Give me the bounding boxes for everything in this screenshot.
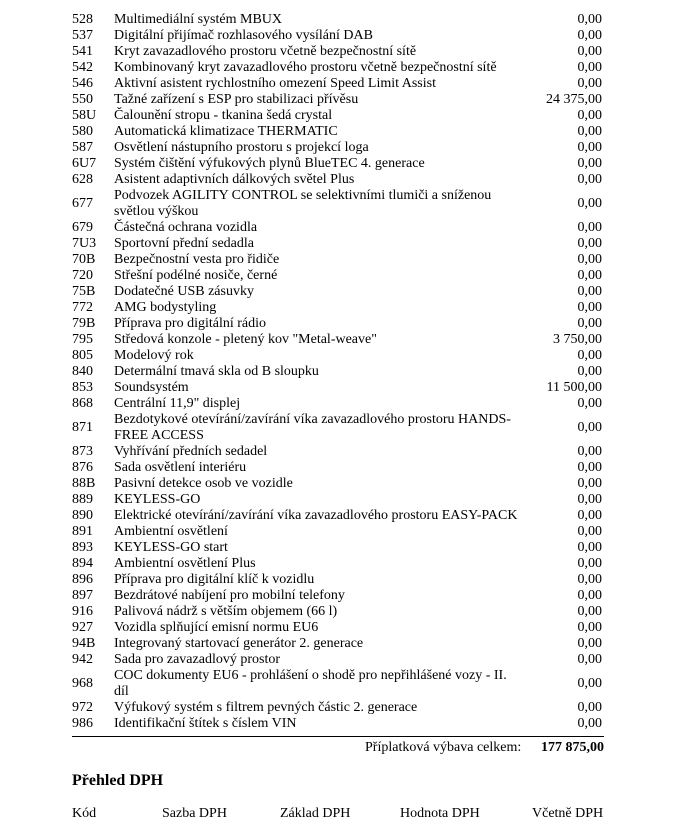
item-price: 0,00 xyxy=(577,716,602,731)
item-price: 0,00 xyxy=(577,396,602,411)
equipment-row xyxy=(72,92,604,108)
equipment-row xyxy=(72,444,604,460)
dph-header-vat: Hodnota DPH xyxy=(400,806,480,821)
item-code: 772 xyxy=(72,300,93,315)
item-code: 805 xyxy=(72,348,93,363)
item-code: 580 xyxy=(72,124,93,139)
item-code: 628 xyxy=(72,172,93,187)
item-code: 896 xyxy=(72,572,93,587)
item-code: 541 xyxy=(72,44,93,59)
item-code: 897 xyxy=(72,588,93,603)
item-price: 0,00 xyxy=(577,284,602,299)
item-description: Ambientní osvětlení xyxy=(114,524,228,539)
equipment-row xyxy=(72,156,604,172)
equipment-row xyxy=(72,492,604,508)
item-code: 546 xyxy=(72,76,93,91)
dph-section-title: Přehled DPH xyxy=(72,772,164,789)
item-code: 853 xyxy=(72,380,93,395)
item-price: 0,00 xyxy=(577,316,602,331)
equipment-row xyxy=(72,252,604,268)
item-price: 0,00 xyxy=(577,492,602,507)
item-code: 942 xyxy=(72,652,93,667)
item-description: Automatická klimatizace THERMATIC xyxy=(114,124,338,139)
item-description: Vyhřívání předních sedadel xyxy=(114,444,268,459)
item-code: 891 xyxy=(72,524,93,539)
item-price: 0,00 xyxy=(577,524,602,539)
item-price: 0,00 xyxy=(577,300,602,315)
item-price: 0,00 xyxy=(577,108,602,123)
item-description: Systém čištění výfukových plynů BlueTEC 4. generace xyxy=(114,156,425,171)
item-price: 0,00 xyxy=(577,476,602,491)
item-code: 88B xyxy=(72,476,96,491)
item-code: 916 xyxy=(72,604,93,619)
equipment-row xyxy=(72,300,604,316)
item-price: 0,00 xyxy=(577,604,602,619)
item-price: 0,00 xyxy=(577,156,602,171)
item-price: 0,00 xyxy=(577,620,602,635)
item-description: Středová konzole - pletený kov "Metal-weave" xyxy=(114,332,377,347)
item-price: 0,00 xyxy=(577,540,602,555)
item-price: 0,00 xyxy=(577,508,602,523)
item-description: Kombinovaný kryt zavazadlového prostoru včetně bezpečnostní sítě xyxy=(114,60,497,75)
item-price: 0,00 xyxy=(577,444,602,459)
item-code: 75B xyxy=(72,284,96,299)
item-price: 0,00 xyxy=(577,556,602,571)
equipment-row xyxy=(72,636,604,652)
item-code: 972 xyxy=(72,700,93,715)
equipment-row xyxy=(72,588,604,604)
item-description: Asistent adaptivních dálkových světel Plus xyxy=(114,172,355,187)
item-price: 0,00 xyxy=(577,44,602,59)
item-code: 968 xyxy=(72,676,93,691)
equipment-row xyxy=(72,236,604,252)
item-price: 0,00 xyxy=(577,676,602,691)
item-description: Bezdotykové otevírání/zavírání víka zavazadlového prostoru HANDS-FREE ACCESS xyxy=(114,412,511,443)
total-value: 177 875,00 xyxy=(541,740,604,755)
equipment-row xyxy=(72,620,604,636)
equipment-row xyxy=(72,284,604,300)
item-code: 873 xyxy=(72,444,93,459)
equipment-row xyxy=(72,700,604,716)
item-price: 0,00 xyxy=(577,420,602,435)
item-description: Příprava pro digitální klíč k vozidlu xyxy=(114,572,315,587)
item-price: 0,00 xyxy=(577,76,602,91)
item-description: Částečná ochrana vozidla xyxy=(114,220,258,235)
total-divider xyxy=(72,736,604,737)
equipment-row xyxy=(72,12,604,28)
item-description: Aktivní asistent rychlostního omezení Speed Limit Assist xyxy=(114,76,436,91)
item-description: COC dokumenty EU6 - prohlášení o shodě pro nepřihlášené vozy - II. díl xyxy=(114,668,507,699)
item-price: 0,00 xyxy=(577,172,602,187)
item-description: Digitální přijímač rozhlasového vysílání DAB xyxy=(114,28,373,43)
item-price: 0,00 xyxy=(577,700,602,715)
equipment-row xyxy=(72,44,604,60)
equipment-row xyxy=(72,348,604,364)
item-description: Integrovaný startovací generátor 2. generace xyxy=(114,636,364,651)
item-description: Sada pro zavazadlový prostor xyxy=(114,652,280,667)
item-description: Sportovní přední sedadla xyxy=(114,236,254,251)
item-code: 890 xyxy=(72,508,93,523)
item-description: Determální tmavá skla od B sloupku xyxy=(114,364,319,379)
item-code: 927 xyxy=(72,620,93,635)
item-description: Tažné zařízení s ESP pro stabilizaci přívěsu xyxy=(114,92,359,107)
item-price: 0,00 xyxy=(577,460,602,475)
equipment-list xyxy=(72,12,604,732)
item-description: Ambientní osvětlení Plus xyxy=(114,556,256,571)
dph-header-code: Kód xyxy=(72,806,97,821)
item-code: 537 xyxy=(72,28,93,43)
item-description: Sada osvětlení interiéru xyxy=(114,460,247,475)
item-price: 0,00 xyxy=(577,572,602,587)
item-description: Modelový rok xyxy=(114,348,194,363)
item-code: 677 xyxy=(72,196,93,211)
equipment-row xyxy=(72,524,604,540)
equipment-row xyxy=(72,380,604,396)
dph-header-base: Základ DPH xyxy=(280,806,351,821)
item-code: 876 xyxy=(72,460,93,475)
item-price: 0,00 xyxy=(577,124,602,139)
item-price: 3 750,00 xyxy=(553,332,602,347)
equipment-row xyxy=(72,652,604,668)
item-price: 24 375,00 xyxy=(546,92,602,107)
equipment-row xyxy=(72,460,604,476)
item-price: 0,00 xyxy=(577,28,602,43)
equipment-row xyxy=(72,140,604,156)
item-code: 868 xyxy=(72,396,93,411)
equipment-row xyxy=(72,76,604,92)
dph-header-total: Včetně DPH xyxy=(532,806,604,821)
item-description: Identifikační štítek s číslem VIN xyxy=(114,716,297,731)
item-price: 0,00 xyxy=(577,196,602,211)
item-code: 550 xyxy=(72,92,93,107)
item-description: Příprava pro digitální rádio xyxy=(114,316,267,331)
item-code: 986 xyxy=(72,716,93,731)
item-code: 58U xyxy=(72,108,97,123)
total-label: Příplatková výbava celkem: xyxy=(365,740,522,755)
item-code: 889 xyxy=(72,492,93,507)
item-code: 840 xyxy=(72,364,93,379)
item-description: Elektrické otevírání/zavírání víka zavazadlového prostoru EASY-PACK xyxy=(114,508,518,523)
equipment-row xyxy=(72,188,604,220)
item-code: 542 xyxy=(72,60,93,75)
equipment-row xyxy=(72,108,604,124)
item-price: 0,00 xyxy=(577,60,602,75)
equipment-row xyxy=(72,396,604,412)
item-code: 894 xyxy=(72,556,93,571)
item-code: 79B xyxy=(72,316,96,331)
item-price: 11 500,00 xyxy=(546,380,602,395)
item-price: 0,00 xyxy=(577,636,602,651)
item-description: Kryt zavazadlového prostoru včetně bezpečnostní sítě xyxy=(114,44,417,59)
equipment-row xyxy=(72,540,604,556)
item-code: 7U3 xyxy=(72,236,97,251)
item-price: 0,00 xyxy=(577,220,602,235)
item-description: Multimediální systém MBUX xyxy=(114,12,282,27)
equipment-row xyxy=(72,508,604,524)
item-price: 0,00 xyxy=(577,12,602,27)
item-code: 587 xyxy=(72,140,93,155)
item-description: Bezpečnostní vesta pro řidiče xyxy=(114,252,280,267)
item-code: 893 xyxy=(72,540,93,555)
item-description: KEYLESS-GO start xyxy=(114,540,228,555)
item-description: Střešní podélné nosiče, černé xyxy=(114,268,278,283)
item-code: 6U7 xyxy=(72,156,97,171)
equipment-row xyxy=(72,364,604,380)
item-price: 0,00 xyxy=(577,348,602,363)
item-code: 528 xyxy=(72,12,93,27)
equipment-row xyxy=(72,316,604,332)
item-description: Podvozek AGILITY CONTROL se selektivními tlumiči a sníženou světlou výškou xyxy=(114,188,492,219)
equipment-row xyxy=(72,572,604,588)
dph-header-rate: Sazba DPH xyxy=(162,806,227,821)
item-description: Vozidla splňující emisní normu EU6 xyxy=(114,620,319,635)
equipment-row xyxy=(72,268,604,284)
item-price: 0,00 xyxy=(577,364,602,379)
item-description: Pasivní detekce osob ve vozidle xyxy=(114,476,293,491)
item-description: Soundsystém xyxy=(114,380,189,395)
item-price: 0,00 xyxy=(577,252,602,267)
equipment-row xyxy=(72,412,604,444)
item-description: Bezdrátové nabíjení pro mobilní telefony xyxy=(114,588,345,603)
item-description: Osvětlení nástupního prostoru s projekcí loga xyxy=(114,140,369,155)
equipment-row xyxy=(72,60,604,76)
item-price: 0,00 xyxy=(577,588,602,603)
equipment-row xyxy=(72,124,604,140)
equipment-row xyxy=(72,332,604,348)
equipment-row xyxy=(72,604,604,620)
equipment-row xyxy=(72,716,604,732)
item-code: 70B xyxy=(72,252,96,267)
equipment-row xyxy=(72,220,604,236)
item-description: KEYLESS-GO xyxy=(114,492,201,507)
item-code: 795 xyxy=(72,332,93,347)
item-description: Centrální 11,9" displej xyxy=(114,396,241,411)
item-code: 871 xyxy=(72,420,93,435)
equipment-row xyxy=(72,28,604,44)
item-code: 720 xyxy=(72,268,93,283)
item-price: 0,00 xyxy=(577,652,602,667)
item-description: Čalounění stropu - tkanina šedá crystal xyxy=(114,108,333,123)
item-description: AMG bodystyling xyxy=(114,300,217,315)
equipment-row xyxy=(72,668,604,700)
item-description: Palivová nádrž s větším objemem (66 l) xyxy=(114,604,338,619)
item-code: 94B xyxy=(72,636,96,651)
item-price: 0,00 xyxy=(577,268,602,283)
equipment-row xyxy=(72,476,604,492)
item-code: 679 xyxy=(72,220,93,235)
equipment-row xyxy=(72,172,604,188)
equipment-row xyxy=(72,556,604,572)
item-description: Dodatečné USB zásuvky xyxy=(114,284,254,299)
item-description: Výfukový systém s filtrem pevných částic 2. generace xyxy=(114,700,418,715)
item-price: 0,00 xyxy=(577,236,602,251)
item-price: 0,00 xyxy=(577,140,602,155)
